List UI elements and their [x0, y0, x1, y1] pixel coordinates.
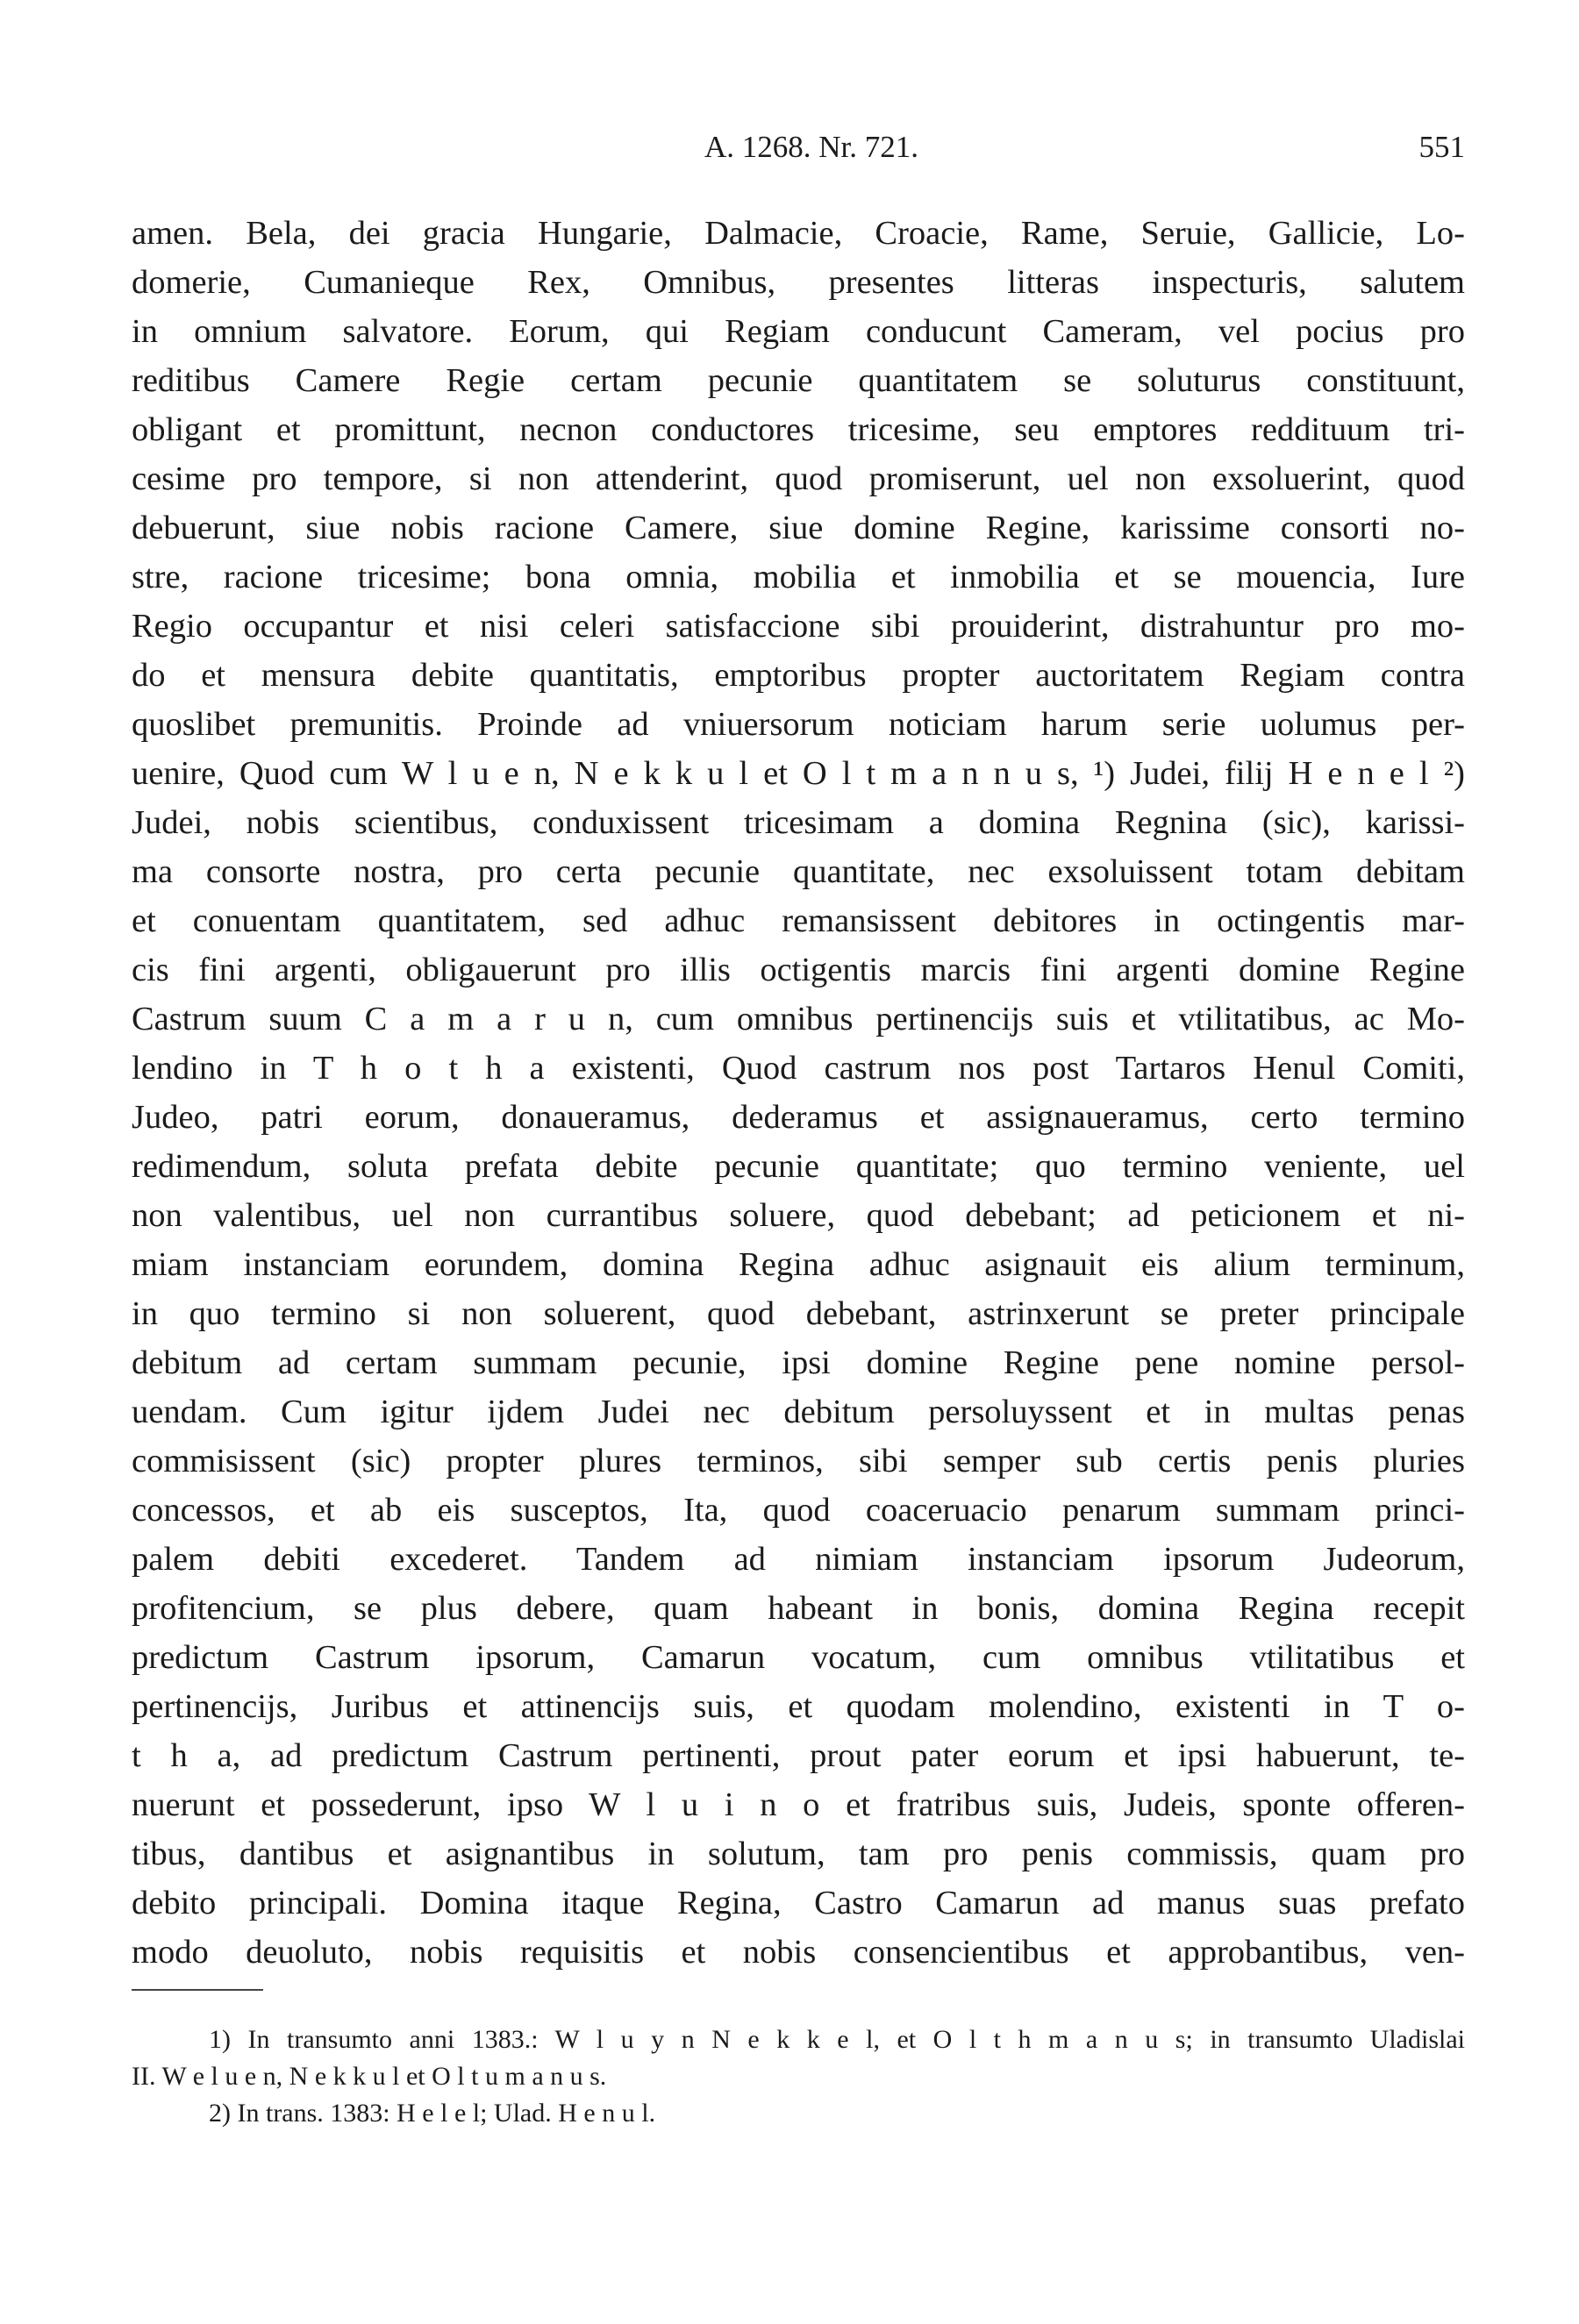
- text-line: redimendum, soluta prefata debite pecunie quantitate; quo termino veniente, uel: [132, 1148, 1465, 1185]
- text-line: in quo termino si non soluerent, quod debebant, astrinxerunt se preter principale: [132, 1295, 1465, 1332]
- text-line: stre, racione tricesime; bona omnia, mobilia et inmobilia et se mouencia, Iure: [132, 559, 1465, 595]
- text-line: Castrum suum C a m a r u n, cum omnibus pertinencijs suis et vtilitatibus, ac Mo-: [132, 1001, 1465, 1037]
- text-line: do et mensura debite quantitatis, emptoribus propter auctoritatem Regiam contra: [132, 657, 1465, 694]
- text-line: reditibus Camere Regie certam pecunie quantitatem se soluturus constituunt,: [132, 362, 1465, 399]
- text-line: profitencium, se plus debere, quam habeant in bonis, domina Regina recepit: [132, 1590, 1465, 1627]
- text-line: palem debiti excederet. Tandem ad nimiam instanciam ipsorum Judeorum,: [132, 1541, 1465, 1578]
- text-line: t h a, ad predictum Castrum pertinenti, prout pater eorum et ipsi habuerunt, te-: [132, 1737, 1465, 1774]
- text-line: cesime pro tempore, si non attenderint, quod promiserunt, uel non exsoluerint, quod: [132, 460, 1465, 497]
- text-line: non valentibus, uel non currantibus soluere, quod debebant; ad peticionem et ni-: [132, 1197, 1465, 1234]
- text-line: domerie, Cumanieque Rex, Omnibus, presentes litteras inspecturis, salutem: [132, 264, 1465, 301]
- text-line: tibus, dantibus et asignantibus in solutum, tam pro penis commissis, quam pro: [132, 1836, 1465, 1872]
- text-line: miam instanciam eorundem, domina Regina adhuc asignauit eis alium terminum,: [132, 1246, 1465, 1283]
- text-line: obligant et promittunt, necnon conductores tricesime, seu emptores reddituum tri-: [132, 411, 1465, 448]
- text-line: predictum Castrum ipsorum, Camarun vocatum, cum omnibus vtilitatibus et: [132, 1639, 1465, 1676]
- charter-text: [132, 209, 1465, 1977]
- text-line: debuerunt, siue nobis racione Camere, siue domine Regine, karissime consorti no-: [132, 510, 1465, 546]
- text-line: uendam. Cum igitur ijdem Judei nec debitum persoluyssent et in multas penas: [132, 1394, 1465, 1430]
- text-line: debito principali. Domina itaque Regina, Castro Camarun ad manus suas prefato: [132, 1885, 1465, 1921]
- text-line: cis fini argenti, obligauerunt pro illis octigentis marcis fini argenti domine Regine: [132, 952, 1465, 988]
- text-line: Regio occupantur et nisi celeri satisfaccione sibi prouiderint, distrahuntur pro mo-: [132, 608, 1465, 645]
- footnotes: [132, 2021, 1465, 2132]
- text-line: nuerunt et possederunt, ipso W l u i n o et fratribus suis, Judeis, sponte offeren-: [132, 1786, 1465, 1823]
- text-line: commisissent (sic) propter plures terminos, sibi semper sub certis penis pluries: [132, 1443, 1465, 1479]
- text-line: uenire, Quod cum W l u e n, N e k k u l et O l t m a n n u s, ¹) Judei, filij H e n e l ²): [132, 755, 1465, 792]
- text-line: Judei, nobis scientibus, conduxissent tricesimam a domina Regnina (sic), karissi-: [132, 804, 1465, 841]
- text-line: ma consorte nostra, pro certa pecunie quantitate, nec exsoluissent totam debitam: [132, 853, 1465, 890]
- page-number: 551: [1418, 130, 1465, 164]
- footnote-separator: [132, 1989, 263, 1991]
- text-line: modo deuoluto, nobis requisitis et nobis consencientibus et approbantibus, ven-: [132, 1934, 1465, 1971]
- text-line: lendino in T h o t h a existenti, Quod castrum nos post Tartaros Henul Comiti,: [132, 1050, 1465, 1087]
- text-line: et conuentam quantitatem, sed adhuc remansissent debitores in octingentis mar-: [132, 902, 1465, 939]
- text-line: Judeo, patri eorum, donaueramus, dederamus et assignaueramus, certo termino: [132, 1099, 1465, 1136]
- running-header: [132, 130, 1465, 174]
- text-line: amen. Bela, dei gracia Hungarie, Dalmacie, Croacie, Rame, Seruie, Gallicie, Lo-: [132, 215, 1465, 252]
- text-line: pertinencijs, Juribus et attinencijs suis, et quodam molendino, existenti in T o-: [132, 1688, 1465, 1725]
- text-line: in omnium salvatore. Eorum, qui Regiam conducunt Cameram, vel pocius pro: [132, 313, 1465, 350]
- footnote-line: II. W e l u e n, N e k k u l et O l t u m a n u s.: [132, 2062, 607, 2091]
- text-line: debitum ad certam summam pecunie, ipsi domine Regine pene nomine persol-: [132, 1344, 1465, 1381]
- footnote-line: 2) In trans. 1383: H e l e l; Ulad. H e n u l.: [209, 2099, 656, 2128]
- running-title: A. 1268. Nr. 721.: [704, 130, 919, 164]
- footnote-line: 1) In transumto anni 1383.: W l u y n N e k k e l, et O l t h m a n u s; in transumto Uladislai: [209, 2025, 1465, 2054]
- text-line: concessos, et ab eis susceptos, Ita, quod coaceruacio penarum summam princi-: [132, 1492, 1465, 1529]
- text-line: quoslibet premunitis. Proinde ad vniuersorum noticiam harum serie uolumus per-: [132, 706, 1465, 743]
